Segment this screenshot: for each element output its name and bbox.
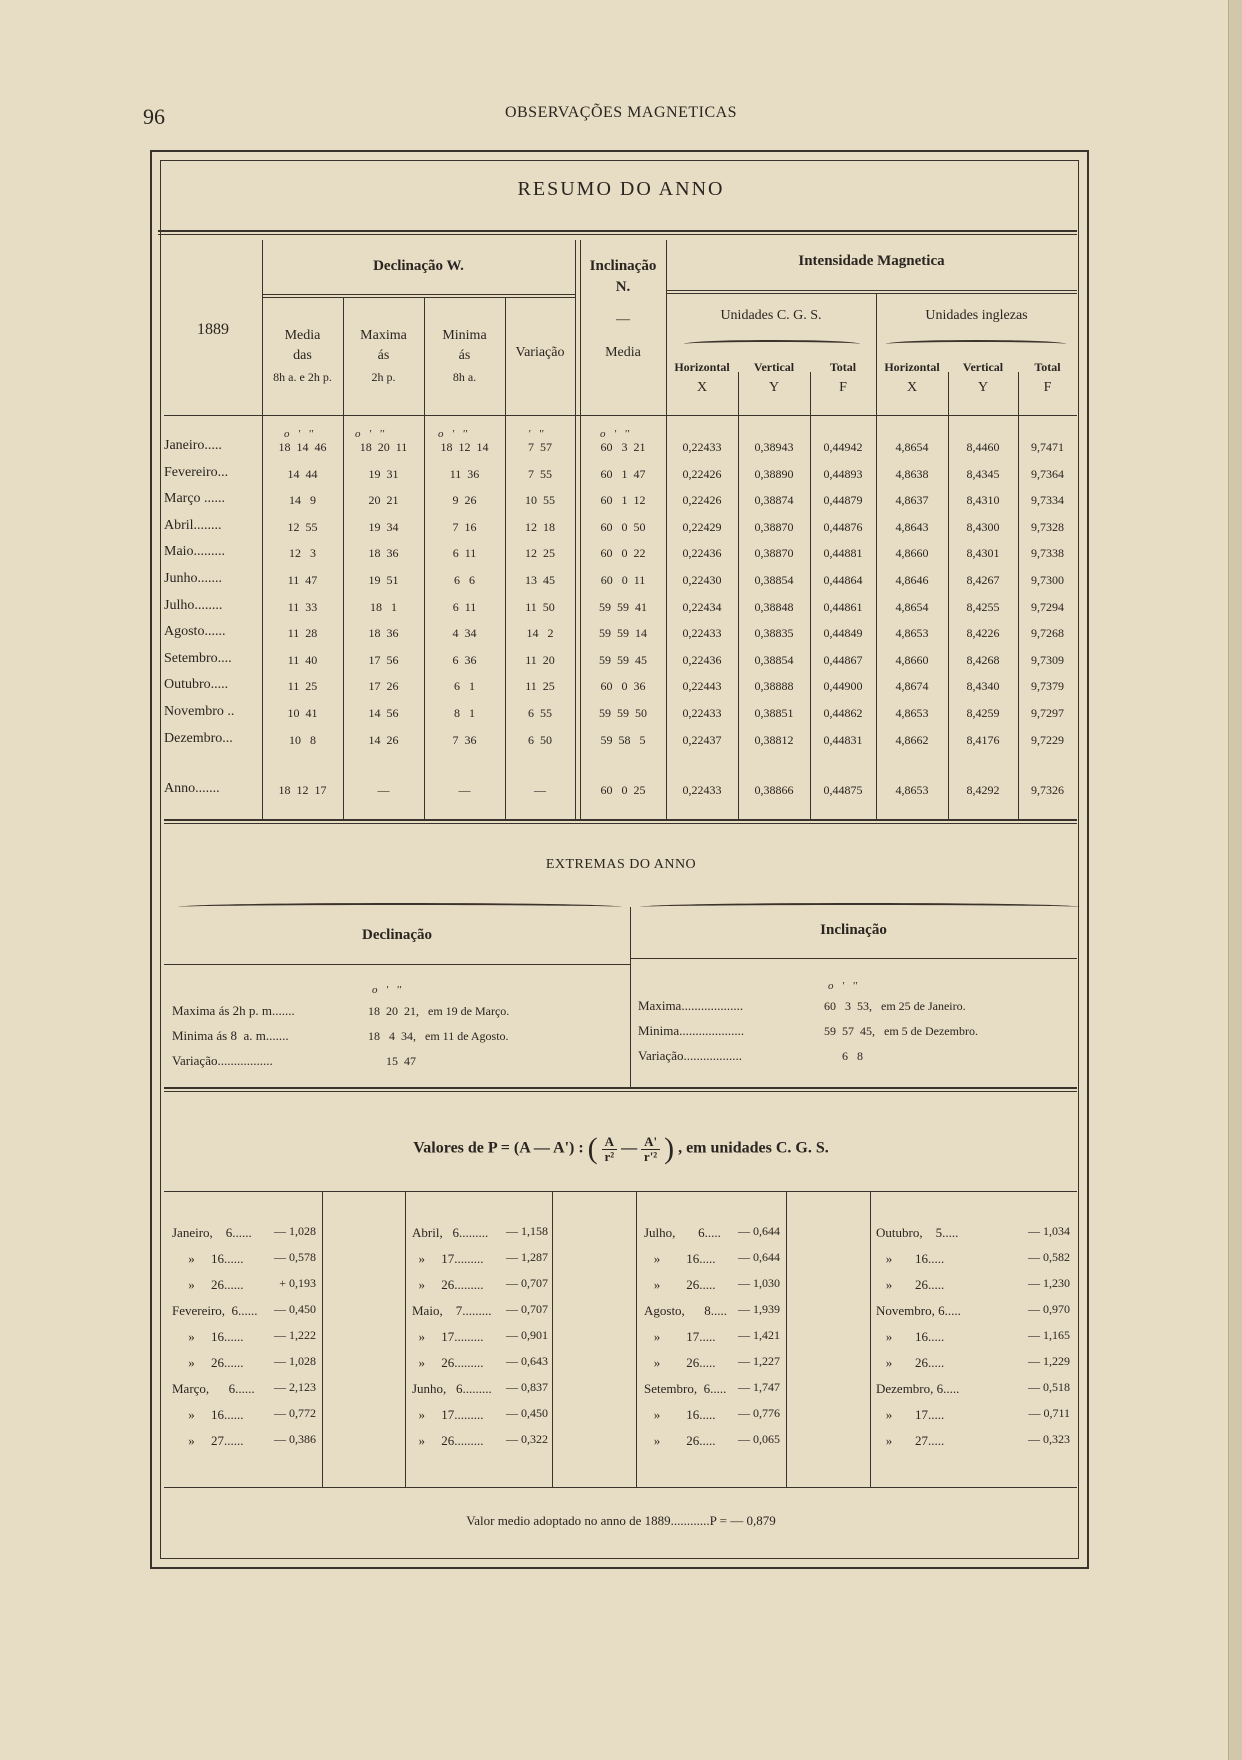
row-month-label: Julho........ (164, 597, 223, 613)
p-value: — 1,421 (738, 1328, 780, 1342)
cell-incl: 60 1 47 (600, 466, 646, 481)
row-month-label: Novembro .. (164, 704, 235, 719)
cell-media: 11 28 (287, 626, 318, 641)
extremas-incl-value: 6 8 (824, 1049, 863, 1063)
row-month-label: Fevereiro... (164, 464, 229, 480)
running-head: OBSERVAÇÕES MAGNETICAS (504, 104, 738, 121)
p-value: — 1,230 (1028, 1276, 1070, 1290)
cell-vy: 0,38866 (754, 783, 794, 797)
cell-minima: 6 1 (454, 679, 475, 694)
cell-iy: 8,4340 (966, 679, 1000, 694)
cell-incl: 59 58 5 (600, 732, 646, 747)
cell-maxima: 19 34 (368, 519, 399, 534)
cell-if: 9,7364 (1031, 466, 1064, 481)
cell-hx: 0,22429 (682, 519, 722, 534)
cell-incl: 59 59 41 (599, 599, 647, 614)
ing-vertical: Vertical (962, 360, 1004, 374)
cell-maxima: 18 20 11 (359, 440, 408, 454)
cell-incl: 60 1 12 (600, 493, 646, 508)
cell-hx: 0,22434 (682, 599, 722, 614)
p-date-label: Julho, 6..... (644, 1225, 721, 1240)
cell-iy: 8,4268 (966, 652, 1000, 667)
cell-iy: 8,4255 (966, 599, 1000, 614)
minima-header: Minima (442, 328, 487, 343)
cell-minima: — (458, 783, 471, 797)
cell-iy: 8,4460 (966, 440, 1000, 454)
p-date-label: » 16...... (172, 1251, 244, 1266)
cell-vy: 0,38870 (754, 519, 794, 534)
cell-tf: 0,44942 (823, 440, 863, 454)
p-date-label: Agosto, 8..... (644, 1303, 728, 1318)
p-date-label: » 26..... (644, 1433, 716, 1448)
cell-incl: 60 0 25 (600, 783, 646, 797)
cell-variacao: 12 25 (525, 546, 555, 561)
extremas-declinacao-header: Declinação (362, 927, 432, 943)
cell-hx: 0,22430 (682, 573, 722, 587)
maxima-unit-marks: o ' '' (355, 428, 385, 440)
p-date-label: Março, 6...... (172, 1381, 255, 1396)
cell-tf: 0,44879 (823, 493, 863, 508)
variacao-unit-marks: ' '' (528, 428, 544, 440)
cell-ix: 4,8646 (895, 573, 929, 587)
cell-minima: 18 12 14 (440, 440, 489, 454)
cell-variacao: 14 2 (526, 626, 554, 641)
inclinacao-dash: — (616, 312, 630, 327)
p-value: — 2,123 (274, 1380, 316, 1394)
p-date-label: » 26..... (644, 1355, 716, 1370)
cell-vy: 0,38851 (754, 706, 794, 720)
cell-incl: 60 3 21 (600, 440, 646, 454)
cell-if: 9,7268 (1031, 626, 1064, 641)
p-date-label: » 27...... (172, 1433, 244, 1448)
p-value: — 1,227 (738, 1354, 780, 1368)
p-value: — 1,229 (1028, 1354, 1070, 1368)
cell-minima: 7 16 (452, 519, 477, 534)
cgs-horizontal: Horizontal (674, 360, 730, 374)
p-value: — 0,578 (274, 1250, 316, 1264)
media-unit-marks: o ' '' (284, 428, 314, 440)
cell-vy: 0,38870 (754, 546, 794, 561)
p-date-label: » 27..... (876, 1433, 945, 1448)
cell-incl: 59 59 45 (599, 652, 647, 667)
p-date-label: » 26..... (876, 1355, 945, 1370)
extremas-incl-label: Variação.................. (638, 1048, 742, 1063)
cell-hx: 0,22426 (682, 493, 722, 508)
p-date-label: » 26..... (644, 1277, 716, 1292)
cell-variacao: 11 50 (525, 599, 555, 614)
cgs-f: F (839, 380, 847, 395)
p-date-label: » 16..... (644, 1251, 716, 1266)
cell-maxima: 18 36 (368, 546, 399, 561)
p-date-label: Novembro, 6..... (876, 1303, 961, 1318)
p-date-label: » 26..... (876, 1277, 945, 1292)
p-date-label: » 26......... (412, 1355, 484, 1370)
inclinacao-media-header: Media (605, 345, 641, 360)
cell-tf: 0,44861 (823, 599, 863, 614)
p-date-label: » 17..... (876, 1407, 945, 1422)
p-date-label: » 26......... (412, 1433, 484, 1448)
p-date-label: » 17......... (412, 1329, 484, 1344)
cell-iy: 8,4226 (966, 626, 1000, 641)
p-date-label: Outubro, 5..... (876, 1225, 959, 1240)
cell-variacao: 6 50 (528, 732, 552, 747)
p-value: — 0,323 (1028, 1432, 1070, 1446)
cgs-total: Total (829, 360, 857, 374)
cell-media: 10 8 (289, 732, 316, 747)
inclinacao-header: Inclinação (589, 258, 657, 274)
variacao-header: Variação (515, 345, 565, 360)
cell-hx: 0,22433 (682, 706, 722, 720)
cell-media: 18 12 17 (278, 783, 327, 797)
cell-media: 12 55 (287, 519, 318, 534)
p-value: — 1,747 (738, 1380, 780, 1394)
cell-media: 12 3 (289, 546, 316, 561)
formula-minus: — (621, 1139, 638, 1157)
cell-iy: 8,4267 (966, 573, 1000, 587)
cell-variacao: — (534, 783, 546, 797)
row-month-label: Setembro.... (164, 650, 232, 666)
cell-vy: 0,38812 (754, 732, 794, 747)
cell-maxima: 14 26 (368, 732, 399, 747)
cell-minima: 11 36 (449, 466, 480, 481)
cgs-y: Y (768, 380, 780, 395)
p-date-label: Fevereiro, 6...... (172, 1303, 258, 1318)
cell-minima: 8 1 (454, 706, 475, 720)
cell-ix: 4,8637 (895, 493, 929, 508)
row-month-label: Junho....... (164, 571, 222, 586)
cell-ix: 4,8654 (895, 440, 929, 454)
cell-maxima: 17 56 (368, 652, 399, 667)
cell-if: 9,7379 (1031, 679, 1064, 694)
p-value: — 0,643 (506, 1354, 548, 1368)
cell-tf: 0,44881 (823, 546, 863, 561)
cell-media: 10 41 (287, 706, 318, 720)
p-value: — 1,030 (738, 1276, 780, 1290)
cell-vy: 0,38854 (754, 573, 794, 587)
p-value: — 0,644 (738, 1250, 780, 1264)
cell-hx: 0,22443 (682, 679, 722, 694)
p-value: — 0,518 (1028, 1380, 1070, 1394)
extremas-decl-marks: o ' '' (372, 984, 402, 996)
p-value: — 0,322 (506, 1432, 548, 1446)
p-date-label: » 26...... (172, 1355, 244, 1370)
cell-iy: 8,4310 (966, 493, 1000, 508)
maxima-header: Maxima (360, 328, 407, 343)
cell-vy: 0,38848 (754, 599, 794, 614)
cell-maxima: 19 31 (368, 466, 399, 481)
extremas-incl-value: 60 3 53, em 25 de Janeiro. (824, 999, 966, 1013)
extremas-decl-value: 18 4 34, em 11 de Agosto. (368, 1029, 509, 1043)
p-value: — 0,065 (738, 1432, 780, 1446)
p-value: — 0,711 (1028, 1406, 1070, 1420)
cell-tf: 0,44864 (823, 573, 863, 587)
ing-f: F (1043, 380, 1052, 395)
row-month-label: Abril........ (164, 517, 222, 533)
p-date-label: » 26......... (412, 1277, 484, 1292)
cell-if: 9,7294 (1031, 599, 1064, 614)
cell-ix: 4,8660 (895, 652, 929, 667)
cell-ix: 4,8654 (895, 599, 929, 614)
cell-hx: 0,22436 (682, 546, 722, 561)
cell-ix: 4,8653 (895, 706, 929, 720)
p-date-label: » 16..... (644, 1407, 716, 1422)
p-date-label: Maio, 7......... (412, 1303, 492, 1318)
p-value: — 0,707 (506, 1302, 548, 1316)
cell-variacao: 7 57 (528, 440, 552, 454)
cell-maxima: 18 36 (368, 626, 399, 641)
cell-minima: 7 36 (452, 732, 477, 747)
inglezas-header: Unidades inglezas (925, 308, 1028, 323)
cell-tf: 0,44862 (823, 706, 863, 720)
page-edge (1228, 0, 1242, 1760)
cell-iy: 8,4259 (966, 706, 1000, 720)
maxima-header-2: ás (377, 348, 390, 363)
cell-incl: 60 0 50 (600, 519, 646, 534)
extremas-brace-left (178, 903, 622, 911)
cell-variacao: 10 55 (525, 493, 555, 508)
cell-minima: 6 11 (452, 599, 477, 614)
cell-vy: 0,38874 (754, 493, 794, 508)
inclinacao-sub: N. (615, 279, 631, 295)
extremas-decl-label: Minima ás 8 a. m....... (172, 1028, 289, 1043)
cell-hx: 0,22426 (682, 466, 722, 481)
cell-tf: 0,44876 (823, 519, 863, 534)
extremas-decl-label: Maxima ás 2h p. m....... (172, 1003, 295, 1018)
cell-media: 11 25 (287, 679, 318, 694)
maxima-header-3: 2h p. (371, 370, 396, 384)
cell-incl: 59 59 50 (599, 706, 647, 720)
p-value: — 0,772 (274, 1406, 316, 1420)
cell-iy: 8,4345 (966, 466, 1000, 481)
p-date-label: » 17......... (412, 1251, 484, 1266)
extremas-incl-label: Minima.................... (638, 1023, 745, 1038)
fraction-a-prime: $\frac{A'}{\text{r'²}}$ (641, 1135, 660, 1164)
cell-hx: 0,22436 (682, 652, 722, 667)
media-header-3: 8h a. e 2h p. (273, 370, 332, 384)
cell-hx: 0,22437 (682, 732, 722, 747)
year-header: 1889 (197, 321, 229, 338)
media-header: Media (284, 328, 321, 343)
minima-header-2: ás (458, 348, 471, 363)
p-value: — 0,837 (506, 1380, 548, 1394)
p-value: — 1,028 (274, 1354, 316, 1368)
cell-media: 14 9 (289, 493, 316, 508)
table-title: RESUMO DO ANNO (517, 178, 725, 200)
row-month-label: Março ...... (164, 491, 226, 507)
cell-minima: 4 34 (452, 626, 477, 641)
p-value: — 1,939 (738, 1302, 780, 1316)
cell-hx: 0,22433 (682, 626, 722, 641)
cell-media: 11 40 (287, 652, 318, 667)
p-date-label: Janeiro, 6...... (172, 1225, 252, 1240)
fraction-a: $\frac{A}{\text{r²}}$ (602, 1135, 617, 1164)
p-date-label: » 16...... (172, 1407, 244, 1422)
p-value: + 0,193 (279, 1276, 316, 1290)
declinacao-header: Declinação W. (373, 258, 464, 274)
p-value: — 0,776 (738, 1406, 780, 1420)
cell-vy: 0,38888 (754, 679, 794, 694)
cell-tf: 0,44867 (823, 652, 863, 667)
p-date-label: Abril, 6......... (412, 1225, 489, 1240)
p-date-label: Setembro, 6..... (644, 1381, 727, 1396)
p-date-label: » 17..... (644, 1329, 716, 1344)
cell-vy: 0,38890 (754, 466, 794, 481)
p-value: — 0,386 (274, 1432, 316, 1446)
extremas-decl-value: 15 47 (368, 1054, 416, 1068)
media-header-2: das (293, 348, 312, 363)
row-month-label: Janeiro..... (164, 438, 222, 453)
cell-ix: 4,8662 (895, 732, 929, 747)
cell-variacao: 11 25 (525, 679, 555, 694)
p-date-label: » 16...... (172, 1329, 244, 1344)
formula: Valores de P = (A — A') : ( $\frac{A}{\text{r²}}$ — $\frac{A'}{\text{r'²}}$ ) , em unidades C. G. S. (413, 1132, 829, 1165)
cell-maxima: — (377, 783, 390, 797)
cell-tf: 0,44893 (823, 466, 863, 481)
p-value: — 0,970 (1028, 1302, 1070, 1316)
cell-if: 9,7229 (1031, 732, 1064, 747)
extremas-incl-value: 59 57 45, em 5 de Dezembro. (824, 1024, 978, 1038)
cell-minima: 6 36 (452, 652, 477, 667)
p-date-label: » 16..... (876, 1329, 945, 1344)
p-value: — 1,287 (506, 1250, 548, 1264)
cell-maxima: 17 26 (368, 679, 399, 694)
inglezas-brace (886, 340, 1066, 348)
cell-iy: 8,4292 (966, 783, 1000, 797)
intensidade-header: Intensidade Magnetica (798, 253, 945, 269)
p-date-label: » 17......... (412, 1407, 484, 1422)
extremas-title: EXTREMAS DO ANNO (545, 857, 697, 872)
row-month-label: Dezembro... (164, 730, 233, 746)
cell-vy: 0,38854 (754, 652, 794, 667)
minima-unit-marks: o ' '' (438, 428, 468, 440)
cell-vy: 0,38835 (754, 626, 794, 641)
p-date-label: » 16..... (876, 1251, 945, 1266)
cell-variacao: 12 18 (525, 519, 555, 534)
p-value: — 0,707 (506, 1276, 548, 1290)
row-month-label: Maio......... (164, 544, 226, 560)
extremas-incl-label: Maxima................... (638, 998, 744, 1013)
cell-minima: 6 11 (452, 546, 477, 561)
cell-incl: 59 59 14 (599, 626, 647, 641)
cell-ix: 4,8643 (895, 519, 929, 534)
p-value: — 1,028 (274, 1224, 316, 1238)
ing-y: Y (977, 380, 989, 395)
extremas-decl-value: 18 20 21, em 19 de Março. (368, 1004, 510, 1018)
p-value: — 1,165 (1028, 1328, 1070, 1342)
p-value: — 0,450 (274, 1302, 316, 1316)
ing-total: Total (1034, 360, 1061, 374)
cell-variacao: 6 55 (528, 706, 552, 720)
row-month-label: Agosto...... (164, 624, 226, 640)
cgs-x: X (696, 380, 708, 395)
cell-incl: 60 0 11 (600, 573, 646, 587)
p-value: — 1,034 (1028, 1224, 1070, 1238)
p-value: — 1,222 (274, 1328, 316, 1342)
cell-incl: 60 0 36 (600, 679, 646, 694)
cell-hx: 0,22433 (682, 783, 722, 797)
cell-variacao: 11 20 (525, 652, 555, 667)
cell-maxima: 19 51 (368, 573, 399, 587)
cell-tf: 0,44831 (823, 732, 863, 747)
cell-minima: 6 6 (454, 573, 475, 587)
cell-ix: 4,8653 (895, 783, 929, 797)
cell-maxima: 18 1 (370, 599, 397, 614)
cell-incl: 60 0 22 (600, 546, 646, 561)
cell-if: 9,7309 (1031, 652, 1064, 667)
footer-note: Valor medio adoptado no anno de 1889............P = — 0,879 (466, 1513, 776, 1528)
cell-if: 9,7297 (1031, 706, 1064, 720)
cell-hx: 0,22433 (682, 440, 722, 454)
extremas-decl-label: Variação................. (172, 1053, 273, 1068)
cell-iy: 8,4176 (966, 732, 1000, 747)
cell-ix: 4,8674 (895, 679, 929, 694)
extremas-incl-marks: o ' '' (828, 980, 858, 992)
page-number: 96 (143, 104, 165, 129)
p-date-label: Dezembro, 6..... (876, 1381, 960, 1396)
cgs-header: Unidades C. G. S. (720, 308, 822, 323)
cell-media: 11 33 (287, 599, 318, 614)
cell-if: 9,7300 (1031, 573, 1064, 587)
p-value: — 0,582 (1028, 1250, 1070, 1264)
cell-maxima: 14 56 (368, 706, 399, 720)
p-value: — 0,644 (738, 1224, 780, 1238)
cell-iy: 8,4300 (966, 519, 1000, 534)
row-month-label: Outubro..... (164, 677, 229, 693)
cell-media: 11 47 (287, 573, 318, 587)
cell-minima: 9 26 (452, 493, 477, 508)
ing-x: X (906, 380, 918, 395)
cell-media: 14 44 (287, 466, 318, 481)
formula-text: Valores de P = (A — A') : (413, 1139, 584, 1157)
extremas-inclinacao-header: Inclinação (820, 922, 887, 938)
cell-vy: 0,38943 (754, 440, 794, 454)
row-month-label: Anno....... (164, 781, 220, 796)
cell-variacao: 7 55 (528, 466, 552, 481)
cgs-vertical: Vertical (753, 360, 795, 374)
p-value: — 1,158 (506, 1224, 548, 1238)
cell-ix: 4,8660 (895, 546, 929, 561)
p-date-label: » 26...... (172, 1277, 244, 1292)
cell-media: 18 14 46 (278, 440, 327, 454)
cell-maxima: 20 21 (368, 493, 399, 508)
cell-variacao: 13 45 (525, 573, 555, 587)
ing-horizontal: Horizontal (884, 360, 940, 374)
cell-if: 9,7338 (1031, 546, 1064, 561)
cell-if: 9,7334 (1031, 493, 1064, 508)
inclinacao-unit-marks: o ' '' (600, 428, 630, 440)
extremas-brace-right (640, 903, 1080, 911)
cgs-brace (684, 340, 860, 348)
cell-tf: 0,44849 (823, 626, 863, 641)
cell-if: 9,7471 (1031, 440, 1064, 454)
p-value: — 0,901 (506, 1328, 548, 1342)
cell-if: 9,7326 (1031, 783, 1064, 797)
cell-iy: 8,4301 (966, 546, 1000, 561)
cell-ix: 4,8653 (895, 626, 929, 641)
p-date-label: Junho, 6......... (412, 1381, 492, 1396)
cell-ix: 4,8638 (895, 466, 929, 481)
cell-tf: 0,44875 (823, 783, 863, 797)
p-value: — 0,450 (506, 1406, 548, 1420)
cell-if: 9,7328 (1031, 519, 1064, 534)
minima-header-3: 8h a. (452, 370, 477, 384)
cell-tf: 0,44900 (823, 679, 863, 694)
formula-tail: , em unidades C. G. S. (678, 1139, 829, 1157)
